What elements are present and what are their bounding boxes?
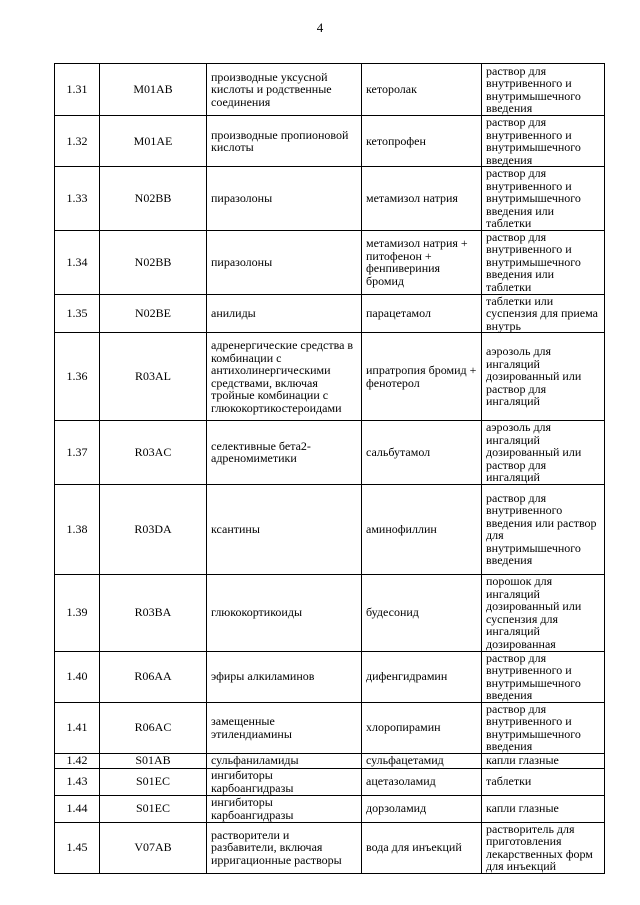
atc-code: M01AB	[100, 64, 207, 116]
drug-name: кетопрофен	[362, 116, 482, 167]
table-row	[55, 651, 605, 702]
table-body	[55, 64, 605, 874]
atc-code: R06AA	[100, 651, 207, 702]
drug-name: кеторолак	[362, 64, 482, 116]
pharm-group: растворители и разбавители, включая ирригационные растворы	[207, 822, 362, 873]
table-row	[55, 574, 605, 651]
dosage-form: раствор для внутривенного и внутримышечного введения	[482, 64, 605, 116]
table-row	[55, 421, 605, 485]
table-row	[55, 167, 605, 231]
drug-name: хлоропирамин	[362, 702, 482, 753]
table-row	[55, 484, 605, 574]
pharm-group: производные уксусной кислоты и родственные соединения	[207, 64, 362, 116]
table-row	[55, 116, 605, 167]
row-number: 1.45	[55, 822, 100, 873]
pharm-group: ксантины	[207, 484, 362, 574]
row-number: 1.39	[55, 574, 100, 651]
dosage-form: раствор для внутривенного и внутримышечного введения или таблетки	[482, 167, 605, 231]
pharm-group: ингибиторы карбоангидразы	[207, 795, 362, 822]
drug-name: ацетазоламид	[362, 768, 482, 795]
atc-code: S01EC	[100, 795, 207, 822]
atc-code: V07AB	[100, 822, 207, 873]
table-row	[55, 753, 605, 768]
atc-code: R03AL	[100, 333, 207, 421]
drug-name: метамизол натрия	[362, 167, 482, 231]
table-row	[55, 294, 605, 333]
drug-table	[54, 63, 605, 874]
page-number: 4	[316, 20, 324, 35]
table-row	[55, 230, 605, 294]
row-number: 1.34	[55, 230, 100, 294]
row-number: 1.35	[55, 294, 100, 333]
drug-name: сульфацетамид	[362, 753, 482, 768]
pharm-group: сульфаниламиды	[207, 753, 362, 768]
dosage-form: раствор для внутривенного и внутримышечного введения	[482, 116, 605, 167]
drug-name: парацетамол	[362, 294, 482, 333]
dosage-form: таблетки или суспензия для приема внутрь	[482, 294, 605, 333]
dosage-form: растворитель для приготовления лекарственных форм для инъекций	[482, 822, 605, 873]
row-number: 1.40	[55, 651, 100, 702]
atc-code: S01EC	[100, 768, 207, 795]
drug-name: ипратропия бромид + фенотерол	[362, 333, 482, 421]
atc-code: N02BB	[100, 230, 207, 294]
atc-code: R03AC	[100, 421, 207, 485]
dosage-form: порошок для ингаляций дозированный или суспензия для ингаляций дозированная	[482, 574, 605, 651]
pharm-group: селективные бета2-адреномиметики	[207, 421, 362, 485]
drug-name: вода для инъекций	[362, 822, 482, 873]
table-row	[55, 795, 605, 822]
pharm-group: ингибиторы карбоангидразы	[207, 768, 362, 795]
dosage-form: раствор для внутривенного и внутримышечного введения или таблетки	[482, 230, 605, 294]
drug-name: будесонид	[362, 574, 482, 651]
table-row	[55, 702, 605, 753]
pharm-group: производные пропионовой кислоты	[207, 116, 362, 167]
dosage-form: раствор для внутривенного и внутримышечного введения	[482, 651, 605, 702]
table-row	[55, 333, 605, 421]
row-number: 1.43	[55, 768, 100, 795]
dosage-form: капли глазные	[482, 795, 605, 822]
pharm-group: пиразолоны	[207, 230, 362, 294]
pharm-group: адренергические средства в комбинации с антихолинергическими средствами, включая тройные комбинации с глюкокортикостероидами	[207, 333, 362, 421]
drug-name: дифенгидрамин	[362, 651, 482, 702]
dosage-form: капли глазные	[482, 753, 605, 768]
pharm-group: замещенные этилендиамины	[207, 702, 362, 753]
row-number: 1.32	[55, 116, 100, 167]
dosage-form: аэрозоль для ингаляций дозированный или раствор для ингаляций	[482, 421, 605, 485]
table-row	[55, 822, 605, 873]
table-row	[55, 768, 605, 795]
atc-code: N02BB	[100, 167, 207, 231]
dosage-form: аэрозоль для ингаляций дозированный или раствор для ингаляций	[482, 333, 605, 421]
pharm-group: пиразолоны	[207, 167, 362, 231]
dosage-form: раствор для внутривенного и внутримышечного введения	[482, 702, 605, 753]
atc-code: M01AE	[100, 116, 207, 167]
drug-name: дорзоламид	[362, 795, 482, 822]
row-number: 1.41	[55, 702, 100, 753]
drug-name: метамизол натрия + питофенон + фенпивериния бромид	[362, 230, 482, 294]
row-number: 1.37	[55, 421, 100, 485]
atc-code: N02BE	[100, 294, 207, 333]
atc-code: S01AB	[100, 753, 207, 768]
row-number: 1.33	[55, 167, 100, 231]
atc-code: R06AC	[100, 702, 207, 753]
row-number: 1.38	[55, 484, 100, 574]
dosage-form: таблетки	[482, 768, 605, 795]
row-number: 1.44	[55, 795, 100, 822]
table-row	[55, 64, 605, 116]
drug-name: сальбутамол	[362, 421, 482, 485]
pharm-group: анилиды	[207, 294, 362, 333]
drug-name: аминофиллин	[362, 484, 482, 574]
row-number: 1.36	[55, 333, 100, 421]
row-number: 1.42	[55, 753, 100, 768]
pharm-group: эфиры алкиламинов	[207, 651, 362, 702]
atc-code: R03DA	[100, 484, 207, 574]
row-number: 1.31	[55, 64, 100, 116]
atc-code: R03BA	[100, 574, 207, 651]
dosage-form: раствор для внутривенного введения или раствор для внутримышечного введения	[482, 484, 605, 574]
pharm-group: глюкокортикоиды	[207, 574, 362, 651]
